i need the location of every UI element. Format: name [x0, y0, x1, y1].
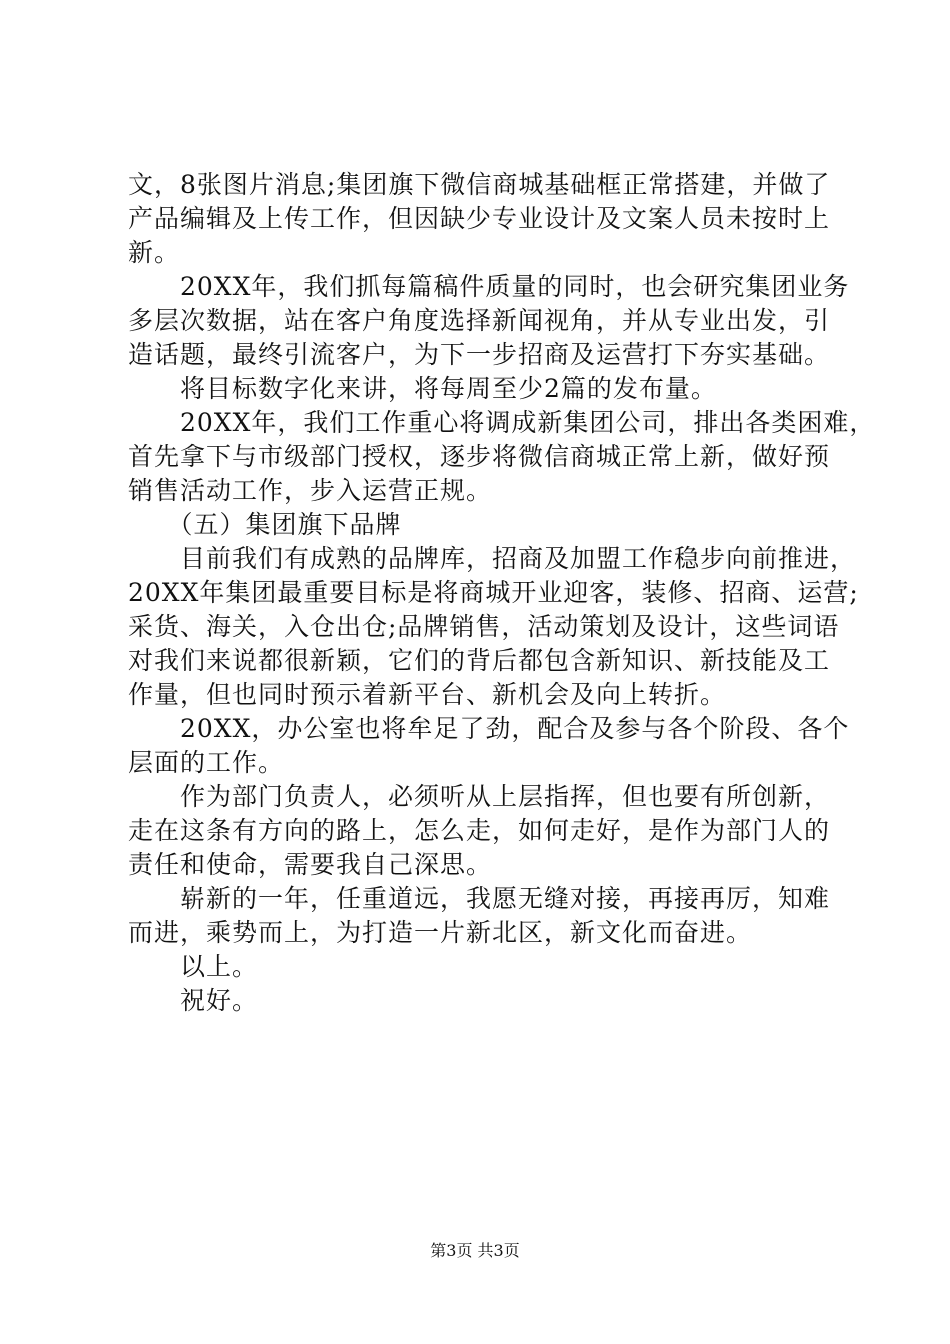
text-line: 采货、海关，入仓出仓;品牌销售，活动策划及设计，这些词语: [128, 612, 840, 641]
text-line: 新。: [128, 238, 181, 267]
text-line: 销售活动工作，步入运营正规。: [128, 476, 493, 505]
text-line: 文，8张图片消息;集团旗下微信商城基础框正常搭建，并做了: [128, 170, 831, 199]
text-line: 目前我们有成熟的品牌库，招商及加盟工作稳步向前推进，: [128, 544, 857, 573]
document-body: [128, 168, 876, 1018]
page-footer: [0, 1241, 950, 1261]
text-line: 产品编辑及上传工作，但因缺少专业设计及文案人员未按时上: [128, 204, 831, 233]
text-line: 崭新的一年，任重道远，我愿无缝对接，再接再厉，知难: [128, 884, 831, 913]
text-line: 20XX年，我们抓每篇稿件质量的同时，也会研究集团业务: [128, 272, 850, 301]
text-line: 造话题，最终引流客户，为下一步招商及运营打下夯实基础。: [128, 340, 831, 369]
text-line: 走在这条有方向的路上，怎么走，如何走好，是作为部门人的: [128, 816, 831, 845]
closing-line: 以上。: [128, 952, 259, 981]
text-line: 作为部门负责人，必须听从上层指挥，但也要有所创新，: [128, 782, 831, 811]
text-line: 对我们来说都很新颖，它们的背后都包含新知识、新技能及工: [128, 646, 831, 675]
text-line: 而进，乘势而上，为打造一片新北区，新文化而奋进。: [128, 918, 753, 947]
text-line: 层面的工作。: [128, 748, 285, 777]
page-number: 第3页 共3页: [430, 1241, 520, 1260]
text-line: 责任和使命，需要我自己深思。: [128, 850, 493, 879]
text-line: 首先拿下与市级部门授权，逐步将微信商城正常上新，做好预: [128, 442, 831, 471]
text-line: 20XX年，我们工作重心将调成新集团公司，排出各类困难，: [128, 408, 876, 437]
text-line: 20XX，办公室也将牟足了劲，配合及参与各个阶段、各个: [128, 714, 850, 743]
closing-line: 祝好。: [128, 986, 259, 1015]
text-line: 将目标数字化来讲，将每周至少2篇的发布量。: [128, 374, 717, 403]
text-line: 作量，但也同时预示着新平台、新机会及向上转折。: [128, 680, 727, 709]
text-line: 20XX年集团最重要目标是将商城开业迎客，装修、招商、运营;: [128, 578, 859, 607]
text-line: 多层次数据，站在客户角度选择新闻视角，并从专业出发，引: [128, 306, 831, 335]
section-heading: （五）集团旗下品牌: [128, 510, 402, 539]
